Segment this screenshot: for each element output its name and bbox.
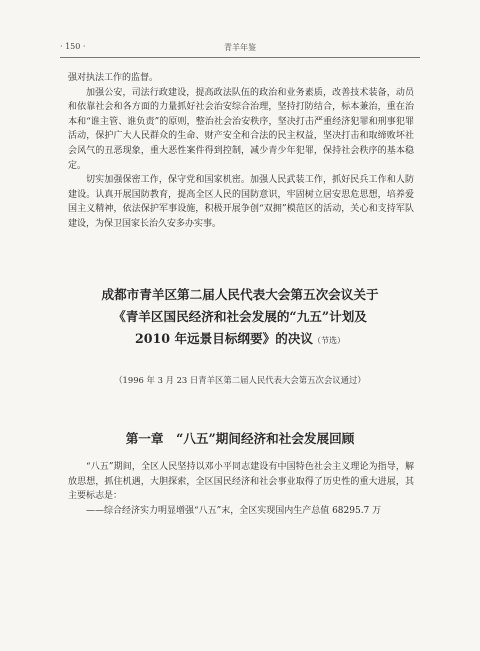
page-number: · 150 · [60,42,86,51]
title-line-1: 成都市青羊区第二届人民代表大会第五次会议关于 [101,287,379,302]
paragraph-eighth-five-year: “八五”期间，全区人民坚持以邓小平同志建设有中国特色社会主义理论为指导，解放思想，抓住机遇，大胆探索，全区国民经济和社会事业取得了历史性的重大进展，其主要标志是： [68,462,414,502]
running-title: 青羊年鉴 [224,43,256,52]
title-line-3 [60,328,420,352]
adoption-date-note: （1996 年 3 月 23 日青羊区第二届人民代表大会第五次会议通过） [114,375,366,385]
paragraph-economic-strength: ——综合经济实力明显增强“八五”末，全区实现国内生产总值 68295.7 万 [86,505,382,516]
top-text-block [68,71,414,232]
paragraph-confidentiality: 切实加强保密工作，保守党和国家机密。加强人民武装工作，抓好民兵工作和人防建设。认真开展国防教育，提高全区人民的国防意识，牢固树立居安思危思想，培养爱国主义精神，依法保护军事设施，积极开展争创“双拥”模范区的活动，关心和支持军队建设，为保卫国家长治久安多办实事。 [68,175,414,229]
bottom-text-block [68,460,414,518]
paragraph-continuation: 强对执法工作的监督。 [68,73,159,83]
header-rule [60,57,420,58]
title-excerpt-note: （节选） [312,336,345,345]
chapter-heading: 第一章 “八五”期间经济和社会发展回顾 [125,431,355,446]
paragraph-public-security: 加强公安，司法行政建设，提高政法队伍的政治和业务素质，改善技术装备，动员和依靠社会和各方面的力量抓好社会治安综合治理，坚持打防结合，标本兼治，重在治本和“谁主管、谁负责”的原则，整治社会治安秩序，坚决打击严重经济犯罪和刑事犯罪活动，保护广大人民群众的生命、财产安全和合法的民主权益，坚决打击和取缔败坏社会风气的丑恶现象，重大恶性案件得到控制，减少青少年犯罪，保持社会秩序的基本稳定。 [68,87,414,171]
title-line-2: 《青羊区国民经济和社会发展的“九五”计划及 [113,309,367,324]
resolution-title [60,284,420,352]
page-header [60,42,420,56]
title-line-3-text: 2010 年远景目标纲要》的决议 [135,331,313,346]
